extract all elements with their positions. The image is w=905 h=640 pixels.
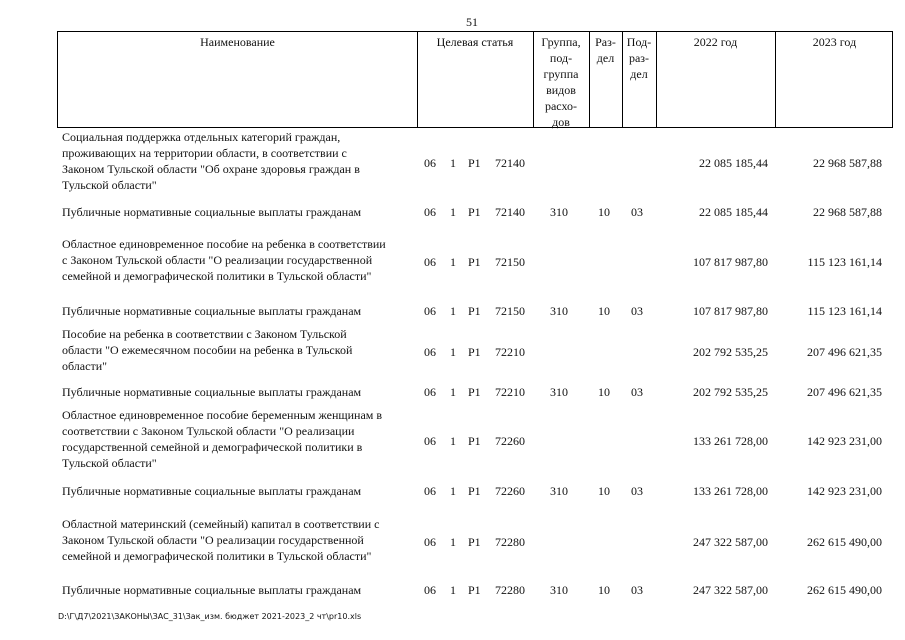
group-code: 310 bbox=[550, 205, 568, 219]
section-code: 10 bbox=[598, 304, 610, 318]
target-code-program: 06 bbox=[424, 345, 436, 359]
target-code-subprogram: 1 bbox=[450, 385, 456, 399]
target-code-program: 06 bbox=[424, 484, 436, 498]
target-code-direction: 72140 bbox=[495, 156, 525, 170]
amount-2023: 262 615 490,00 bbox=[807, 583, 882, 597]
amount-2023: 142 923 231,00 bbox=[807, 434, 882, 448]
group-code: 310 bbox=[550, 304, 568, 318]
amount-2023: 142 923 231,00 bbox=[807, 484, 882, 498]
header-section: Раз- дел bbox=[595, 35, 616, 65]
amount-2023: 115 123 161,14 bbox=[807, 255, 882, 269]
row-name: Публичные нормативные социальные выплаты гражданам bbox=[62, 484, 362, 498]
subsection-code: 03 bbox=[631, 304, 643, 318]
row-name: Социальная поддержка отдельных категорий граждан, проживающих на территории области, в соответствии с Законом Тульской области "Об охране здоровья граждан в Тульской области" bbox=[62, 130, 360, 192]
target-code-program: 06 bbox=[424, 255, 436, 269]
target-code-subprogram: 1 bbox=[450, 535, 456, 549]
header-target-article: Целевая статья bbox=[436, 35, 514, 49]
target-code-direction: 72210 bbox=[495, 345, 525, 359]
subsection-code: 03 bbox=[631, 205, 643, 219]
section-code: 10 bbox=[598, 205, 610, 219]
target-code-project: P1 bbox=[468, 156, 481, 170]
group-code: 310 bbox=[550, 583, 568, 597]
target-code-subprogram: 1 bbox=[450, 583, 456, 597]
row-name: Областное единовременное пособие беременным женщинам в соответствии с Законом Тульской области "О реализации государственной семейной и демографической политики в Тульской области" bbox=[62, 408, 383, 470]
section-code: 10 bbox=[598, 385, 610, 399]
amount-2023: 207 496 621,35 bbox=[807, 385, 882, 399]
target-code-program: 06 bbox=[424, 434, 436, 448]
amount-2022: 22 085 185,44 bbox=[699, 156, 768, 170]
amount-2022: 22 085 185,44 bbox=[699, 205, 768, 219]
subsection-code: 03 bbox=[631, 484, 643, 498]
target-code-direction: 72150 bbox=[495, 304, 525, 318]
target-code-direction: 72280 bbox=[495, 535, 525, 549]
amount-2022: 133 261 728,00 bbox=[693, 484, 768, 498]
row-name: Публичные нормативные социальные выплаты гражданам bbox=[62, 583, 362, 597]
amount-2022: 247 322 587,00 bbox=[693, 535, 768, 549]
table-header bbox=[57, 31, 893, 128]
target-code-subprogram: 1 bbox=[450, 255, 456, 269]
row-name: Публичные нормативные социальные выплаты гражданам bbox=[62, 304, 362, 318]
amount-2023: 262 615 490,00 bbox=[807, 535, 882, 549]
header-year-2022: 2022 год bbox=[693, 35, 738, 49]
row-name: Областной материнский (семейный) капитал в соответствии с Законом Тульской области "О реализации государственной семейной и демографической политики в Тульской области" bbox=[62, 517, 380, 563]
amount-2022: 202 792 535,25 bbox=[693, 385, 768, 399]
amount-2022: 107 817 987,80 bbox=[693, 255, 768, 269]
target-code-project: P1 bbox=[468, 385, 481, 399]
target-code-program: 06 bbox=[424, 156, 436, 170]
row-name: Областное единовременное пособие на ребенка в соответствии с Законом Тульской области "О реализации государственной семейной и демографической политики в Тульской области" bbox=[62, 237, 386, 283]
amount-2023: 22 968 587,88 bbox=[813, 156, 882, 170]
amount-2022: 247 322 587,00 bbox=[693, 583, 768, 597]
target-code-project: P1 bbox=[468, 205, 481, 219]
row-name: Публичные нормативные социальные выплаты гражданам bbox=[62, 385, 362, 399]
footer-file-path: D:\Г\Д7\2021\ЗАКОНЫ\ЗАС_31\Зак_изм. бюджет 2021-2023_2 чт\pr10.xls bbox=[58, 612, 362, 621]
target-code-subprogram: 1 bbox=[450, 304, 456, 318]
target-code-subprogram: 1 bbox=[450, 434, 456, 448]
section-code: 10 bbox=[598, 583, 610, 597]
page-number: 51 bbox=[466, 15, 478, 29]
group-code: 310 bbox=[550, 385, 568, 399]
target-code-direction: 72260 bbox=[495, 434, 525, 448]
row-name: Пособие на ребенка в соответствии с Законом Тульской области "О ежемесячном пособии на ребенка в Тульской области" bbox=[62, 327, 353, 373]
target-code-program: 06 bbox=[424, 535, 436, 549]
target-code-program: 06 bbox=[424, 205, 436, 219]
target-code-program: 06 bbox=[424, 583, 436, 597]
header-year-2023: 2023 год bbox=[812, 35, 857, 49]
target-code-program: 06 bbox=[424, 385, 436, 399]
header-subsection: Под- раз- дел bbox=[626, 35, 652, 81]
target-code-program: 06 bbox=[424, 304, 436, 318]
section-code: 10 bbox=[598, 484, 610, 498]
target-code-direction: 72280 bbox=[495, 583, 525, 597]
target-code-project: P1 bbox=[468, 345, 481, 359]
group-code: 310 bbox=[550, 484, 568, 498]
amount-2023: 207 496 621,35 bbox=[807, 345, 882, 359]
target-code-subprogram: 1 bbox=[450, 156, 456, 170]
amount-2022: 133 261 728,00 bbox=[693, 434, 768, 448]
target-code-subprogram: 1 bbox=[450, 205, 456, 219]
target-code-project: P1 bbox=[468, 255, 481, 269]
row-name: Публичные нормативные социальные выплаты гражданам bbox=[62, 205, 362, 219]
target-code-direction: 72140 bbox=[495, 205, 525, 219]
amount-2022: 107 817 987,80 bbox=[693, 304, 768, 318]
header-expense-group: Группа, под- группа видов расхо- дов bbox=[541, 35, 581, 129]
subsection-code: 03 bbox=[631, 583, 643, 597]
target-code-project: P1 bbox=[468, 304, 481, 318]
target-code-project: P1 bbox=[468, 484, 481, 498]
target-code-project: P1 bbox=[468, 583, 481, 597]
target-code-project: P1 bbox=[468, 434, 481, 448]
target-code-direction: 72260 bbox=[495, 484, 525, 498]
target-code-direction: 72210 bbox=[495, 385, 525, 399]
target-code-direction: 72150 bbox=[495, 255, 525, 269]
amount-2022: 202 792 535,25 bbox=[693, 345, 768, 359]
target-code-subprogram: 1 bbox=[450, 484, 456, 498]
amount-2023: 115 123 161,14 bbox=[807, 304, 882, 318]
subsection-code: 03 bbox=[631, 385, 643, 399]
header-name: Наименование bbox=[200, 35, 275, 49]
target-code-project: P1 bbox=[468, 535, 481, 549]
target-code-subprogram: 1 bbox=[450, 345, 456, 359]
amount-2023: 22 968 587,88 bbox=[813, 205, 882, 219]
